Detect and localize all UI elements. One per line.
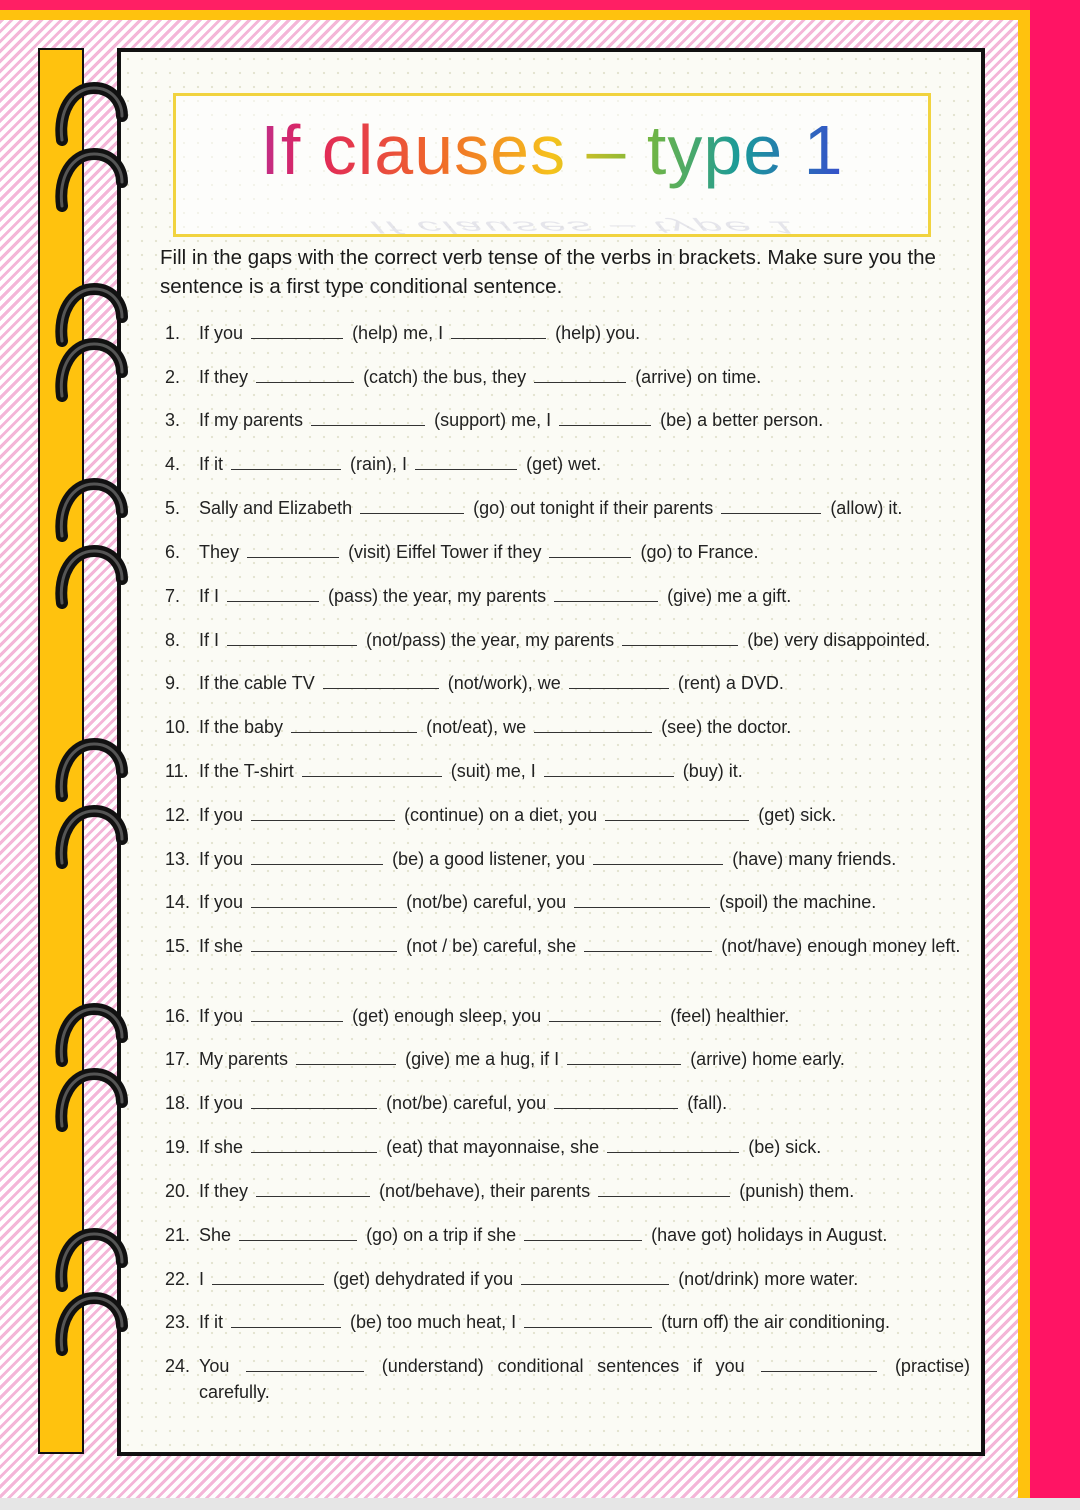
exercise-sentence bbox=[199, 846, 970, 872]
sentence-fragment: (help) me, I bbox=[352, 323, 444, 343]
sentence-fragment: (allow) it. bbox=[830, 498, 903, 518]
exercise-number: 4. bbox=[165, 454, 181, 474]
exercise-sentence bbox=[199, 320, 970, 346]
exercise-number: 20. bbox=[165, 1181, 191, 1201]
answer-blank[interactable] bbox=[534, 716, 652, 733]
answer-blank[interactable] bbox=[559, 409, 651, 426]
sentence-fragment: If she bbox=[199, 936, 244, 956]
answer-blank[interactable] bbox=[415, 453, 517, 470]
exercise-sentence bbox=[199, 1309, 970, 1335]
answer-blank[interactable] bbox=[251, 848, 383, 865]
sentence-fragment: If I bbox=[199, 586, 220, 606]
exercise-number: 19. bbox=[165, 1137, 191, 1157]
sentence-fragment: (go) to France. bbox=[640, 542, 759, 562]
sentence-fragment: (get) dehydrated if you bbox=[333, 1269, 514, 1289]
exercise-sentence bbox=[199, 451, 970, 477]
sentence-fragment: (not/drink) more water. bbox=[678, 1269, 859, 1289]
exercise-item bbox=[165, 364, 970, 390]
exercise-item bbox=[165, 670, 970, 696]
exercise-item bbox=[165, 1003, 970, 1029]
sentence-fragment: (get) sick. bbox=[758, 805, 837, 825]
answer-blank[interactable] bbox=[251, 1005, 343, 1022]
exercise-number: 15. bbox=[165, 936, 191, 956]
bottom-edge bbox=[0, 1498, 1080, 1510]
sentence-fragment: If you bbox=[199, 805, 244, 825]
sentence-fragment: (not/eat), we bbox=[426, 717, 527, 737]
exercise-sentence bbox=[199, 1353, 970, 1405]
answer-blank[interactable] bbox=[549, 541, 631, 558]
sentence-fragment: (be) a better person. bbox=[660, 410, 824, 430]
sentence-fragment: (practise) carefully. bbox=[199, 1356, 970, 1402]
sentence-fragment: (suit) me, I bbox=[450, 761, 536, 781]
sentence-fragment: (be) very disappointed. bbox=[747, 630, 931, 650]
sentence-fragment: (not/work), we bbox=[447, 673, 561, 693]
exercise-sentence bbox=[199, 1222, 970, 1248]
sentence-fragment: (be) a good listener, you bbox=[392, 849, 586, 869]
exercise-item bbox=[165, 846, 970, 872]
answer-blank[interactable] bbox=[256, 366, 354, 383]
sentence-fragment: (not/have) enough money left. bbox=[721, 936, 961, 956]
sentence-fragment: (not/be) careful, you bbox=[386, 1093, 547, 1113]
exercise-sentence bbox=[199, 1003, 970, 1029]
answer-blank[interactable] bbox=[598, 1180, 730, 1197]
exercise-item bbox=[165, 539, 970, 565]
answer-blank[interactable] bbox=[567, 1048, 681, 1065]
exercise-item bbox=[165, 933, 970, 959]
sentence-fragment: (turn off) the air conditioning. bbox=[661, 1312, 890, 1332]
answer-blank[interactable] bbox=[302, 760, 442, 777]
answer-blank[interactable] bbox=[622, 629, 738, 646]
right-pink-bar bbox=[1030, 0, 1080, 1498]
sentence-fragment: Sally and Elizabeth bbox=[199, 498, 353, 518]
answer-blank[interactable] bbox=[593, 848, 723, 865]
exercise-sentence bbox=[199, 1266, 970, 1292]
sentence-fragment: If the T-shirt bbox=[199, 761, 294, 781]
exercise-number: 9. bbox=[165, 673, 181, 693]
answer-blank[interactable] bbox=[246, 1355, 364, 1372]
exercise-number: 10. bbox=[165, 717, 191, 737]
exercise-item bbox=[165, 1309, 970, 1335]
exercise-sentence bbox=[199, 1090, 970, 1116]
sentence-fragment: (buy) it. bbox=[682, 761, 743, 781]
exercise-sentence bbox=[199, 889, 970, 915]
exercise-item bbox=[165, 1090, 970, 1116]
answer-blank[interactable] bbox=[605, 804, 749, 821]
answer-blank[interactable] bbox=[323, 672, 439, 689]
binder-ring bbox=[54, 338, 128, 402]
sentence-fragment: If the cable TV bbox=[199, 673, 315, 693]
exercise-sentence bbox=[199, 364, 970, 390]
sentence-fragment: (go) out tonight if their parents bbox=[473, 498, 714, 518]
sentence-fragment: (pass) the year, my parents bbox=[328, 586, 547, 606]
sentence-fragment: (catch) the bus, they bbox=[363, 367, 527, 387]
exercise-number: 1. bbox=[165, 323, 181, 343]
answer-blank[interactable] bbox=[524, 1224, 642, 1241]
exercise-sentence bbox=[199, 627, 970, 653]
sentence-fragment: If my parents bbox=[199, 410, 304, 430]
answer-blank[interactable] bbox=[239, 1224, 357, 1241]
sentence-fragment: (go) on a trip if she bbox=[366, 1225, 517, 1245]
exercise-item bbox=[165, 889, 970, 915]
sentence-fragment: If I bbox=[199, 630, 220, 650]
sentence-fragment: (spoil) the machine. bbox=[719, 892, 877, 912]
exercise-item bbox=[165, 627, 970, 653]
binder-ring bbox=[54, 805, 128, 869]
answer-blank[interactable] bbox=[607, 1136, 739, 1153]
exercise-number: 24. bbox=[165, 1356, 191, 1376]
title-reflection: If clauses – type 1 bbox=[362, 217, 808, 238]
answer-blank[interactable] bbox=[521, 1268, 669, 1285]
sentence-fragment: (eat) that mayonnaise, she bbox=[386, 1137, 600, 1157]
answer-blank[interactable] bbox=[251, 804, 395, 821]
sentence-fragment: (get) enough sleep, you bbox=[352, 1006, 542, 1026]
sentence-fragment: If they bbox=[199, 1181, 249, 1201]
sentence-fragment: If she bbox=[199, 1137, 244, 1157]
exercise-sentence bbox=[199, 539, 970, 565]
exercise-number: 5. bbox=[165, 498, 181, 518]
sentence-fragment: (punish) them. bbox=[739, 1181, 855, 1201]
exercise-sentence bbox=[199, 1178, 970, 1204]
sentence-fragment: (rain), I bbox=[350, 454, 408, 474]
exercise-sentence bbox=[199, 802, 970, 828]
exercise-item bbox=[165, 802, 970, 828]
binder-ring bbox=[54, 738, 128, 802]
answer-blank[interactable] bbox=[360, 497, 464, 514]
exercise-item bbox=[165, 1266, 970, 1292]
answer-blank[interactable] bbox=[311, 409, 425, 426]
exercise-number: 7. bbox=[165, 586, 181, 606]
answer-blank[interactable] bbox=[256, 1180, 370, 1197]
sentence-fragment: (not / be) careful, she bbox=[406, 936, 577, 956]
answer-blank[interactable] bbox=[227, 629, 357, 646]
exercise-sentence bbox=[199, 583, 970, 609]
exercise-number: 21. bbox=[165, 1225, 191, 1245]
exercise-item bbox=[165, 407, 970, 433]
sentence-fragment: If you bbox=[199, 1006, 244, 1026]
sentence-fragment: If they bbox=[199, 367, 249, 387]
exercise-item bbox=[165, 1222, 970, 1248]
exercise-item bbox=[165, 1134, 970, 1160]
sentence-fragment: If you bbox=[199, 1093, 244, 1113]
sentence-fragment: (help) you. bbox=[555, 323, 641, 343]
answer-blank[interactable] bbox=[569, 672, 669, 689]
sentence-fragment: (not/behave), their parents bbox=[379, 1181, 591, 1201]
answer-blank[interactable] bbox=[247, 541, 339, 558]
binder-ring bbox=[54, 545, 128, 609]
exercise-number: 18. bbox=[165, 1093, 191, 1113]
sentence-fragment: (have) many friends. bbox=[732, 849, 897, 869]
sentence-fragment: If you bbox=[199, 323, 244, 343]
sentence-fragment: (visit) Eiffel Tower if they bbox=[348, 542, 542, 562]
exercise-number: 17. bbox=[165, 1049, 191, 1069]
answer-blank[interactable] bbox=[291, 716, 417, 733]
binder-ring bbox=[54, 1003, 128, 1067]
sentence-fragment: (be) sick. bbox=[748, 1137, 822, 1157]
answer-blank[interactable] bbox=[761, 1355, 877, 1372]
answer-blank[interactable] bbox=[251, 1092, 377, 1109]
exercise-number: 23. bbox=[165, 1312, 191, 1332]
exercise-number: 14. bbox=[165, 892, 191, 912]
binder-ring bbox=[54, 1292, 128, 1356]
exercise-item bbox=[165, 1178, 970, 1204]
binder-ring bbox=[54, 148, 128, 212]
sentence-fragment: (get) wet. bbox=[526, 454, 602, 474]
answer-blank[interactable] bbox=[451, 322, 546, 339]
sentence-fragment: My parents bbox=[199, 1049, 289, 1069]
exercise-number: 13. bbox=[165, 849, 191, 869]
sentence-fragment: (feel) healthier. bbox=[670, 1006, 790, 1026]
exercise-sentence bbox=[199, 670, 970, 696]
top-pink-bar bbox=[0, 0, 1080, 10]
exercise-item bbox=[165, 758, 970, 784]
sentence-fragment: If it bbox=[199, 454, 224, 474]
sentence-fragment: (continue) on a diet, you bbox=[404, 805, 598, 825]
answer-blank[interactable] bbox=[534, 366, 626, 383]
answer-blank[interactable] bbox=[554, 1092, 678, 1109]
answer-blank[interactable] bbox=[251, 935, 397, 952]
title-frame bbox=[173, 93, 931, 237]
answer-blank[interactable] bbox=[227, 585, 319, 602]
answer-blank[interactable] bbox=[574, 891, 710, 908]
exercise-item bbox=[165, 1046, 970, 1072]
exercise-number: 22. bbox=[165, 1269, 191, 1289]
exercise-item bbox=[165, 714, 970, 740]
exercise-sentence bbox=[199, 407, 970, 433]
exercise-sentence bbox=[199, 1134, 970, 1160]
binder-ring bbox=[54, 478, 128, 542]
exercise-item bbox=[165, 1353, 970, 1405]
answer-blank[interactable] bbox=[296, 1048, 396, 1065]
exercise-number: 2. bbox=[165, 367, 181, 387]
exercise-number: 11. bbox=[165, 761, 189, 781]
sentence-fragment: (rent) a DVD. bbox=[677, 673, 784, 693]
page-title: If clauses – type 1 bbox=[176, 110, 928, 190]
sentence-fragment: You bbox=[199, 1356, 230, 1376]
answer-blank[interactable] bbox=[251, 1136, 377, 1153]
sentence-fragment: (give) me a hug, if I bbox=[405, 1049, 560, 1069]
sentence-fragment: (give) me a gift. bbox=[667, 586, 792, 606]
sentence-fragment: (arrive) on time. bbox=[635, 367, 762, 387]
top-yellow-stripe bbox=[0, 10, 1018, 20]
answer-blank[interactable] bbox=[544, 760, 674, 777]
exercise-sentence bbox=[199, 495, 970, 521]
exercise-number: 12. bbox=[165, 805, 191, 825]
sentence-fragment: (not/be) careful, you bbox=[406, 892, 567, 912]
answer-blank[interactable] bbox=[554, 585, 658, 602]
exercise-number: 8. bbox=[165, 630, 181, 650]
answer-blank[interactable] bbox=[584, 935, 712, 952]
binder-ring bbox=[54, 1068, 128, 1132]
exercise-sentence bbox=[199, 933, 970, 959]
exercise-sentence bbox=[199, 1046, 970, 1072]
answer-blank[interactable] bbox=[251, 322, 343, 339]
sentence-fragment: She bbox=[199, 1225, 232, 1245]
sentence-fragment: (arrive) home early. bbox=[690, 1049, 845, 1069]
answer-blank[interactable] bbox=[231, 453, 341, 470]
sentence-fragment: (not/pass) the year, my parents bbox=[366, 630, 615, 650]
exercise-item bbox=[165, 495, 970, 521]
exercise-number: 3. bbox=[165, 410, 181, 430]
sentence-fragment: (see) the doctor. bbox=[661, 717, 792, 737]
sentence-fragment: If you bbox=[199, 892, 244, 912]
sentence-fragment: (have got) holidays in August. bbox=[651, 1225, 888, 1245]
binder-ring bbox=[54, 82, 128, 146]
sentence-fragment: If it bbox=[199, 1312, 224, 1332]
sentence-fragment: They bbox=[199, 542, 240, 562]
answer-blank[interactable] bbox=[549, 1005, 661, 1022]
exercise-number: 16. bbox=[165, 1006, 191, 1026]
answer-blank[interactable] bbox=[251, 891, 397, 908]
sentence-fragment: If you bbox=[199, 849, 244, 869]
sentence-fragment: (be) too much heat, I bbox=[350, 1312, 517, 1332]
sentence-fragment: (support) me, I bbox=[434, 410, 552, 430]
exercise-sentence bbox=[199, 714, 970, 740]
exercise-item bbox=[165, 320, 970, 346]
answer-blank[interactable] bbox=[212, 1268, 324, 1285]
right-yellow-stripe bbox=[1018, 10, 1030, 1498]
sentence-fragment: If the baby bbox=[199, 717, 284, 737]
exercise-number: 6. bbox=[165, 542, 181, 562]
sentence-fragment: (fall). bbox=[687, 1093, 728, 1113]
answer-blank[interactable] bbox=[231, 1311, 341, 1328]
instructions: Fill in the gaps with the correct verb tense of the verbs in brackets. Make sure you the sentence is a first type conditional sentence. bbox=[160, 246, 936, 298]
answer-blank[interactable] bbox=[721, 497, 821, 514]
sentence-fragment: (understand) conditional sentences if you bbox=[381, 1356, 745, 1376]
answer-blank[interactable] bbox=[524, 1311, 652, 1328]
sentence-fragment: I bbox=[199, 1269, 205, 1289]
binder-ring bbox=[54, 1228, 128, 1292]
exercise-item bbox=[165, 451, 970, 477]
exercise-sentence bbox=[199, 758, 970, 784]
exercise-item bbox=[165, 583, 970, 609]
